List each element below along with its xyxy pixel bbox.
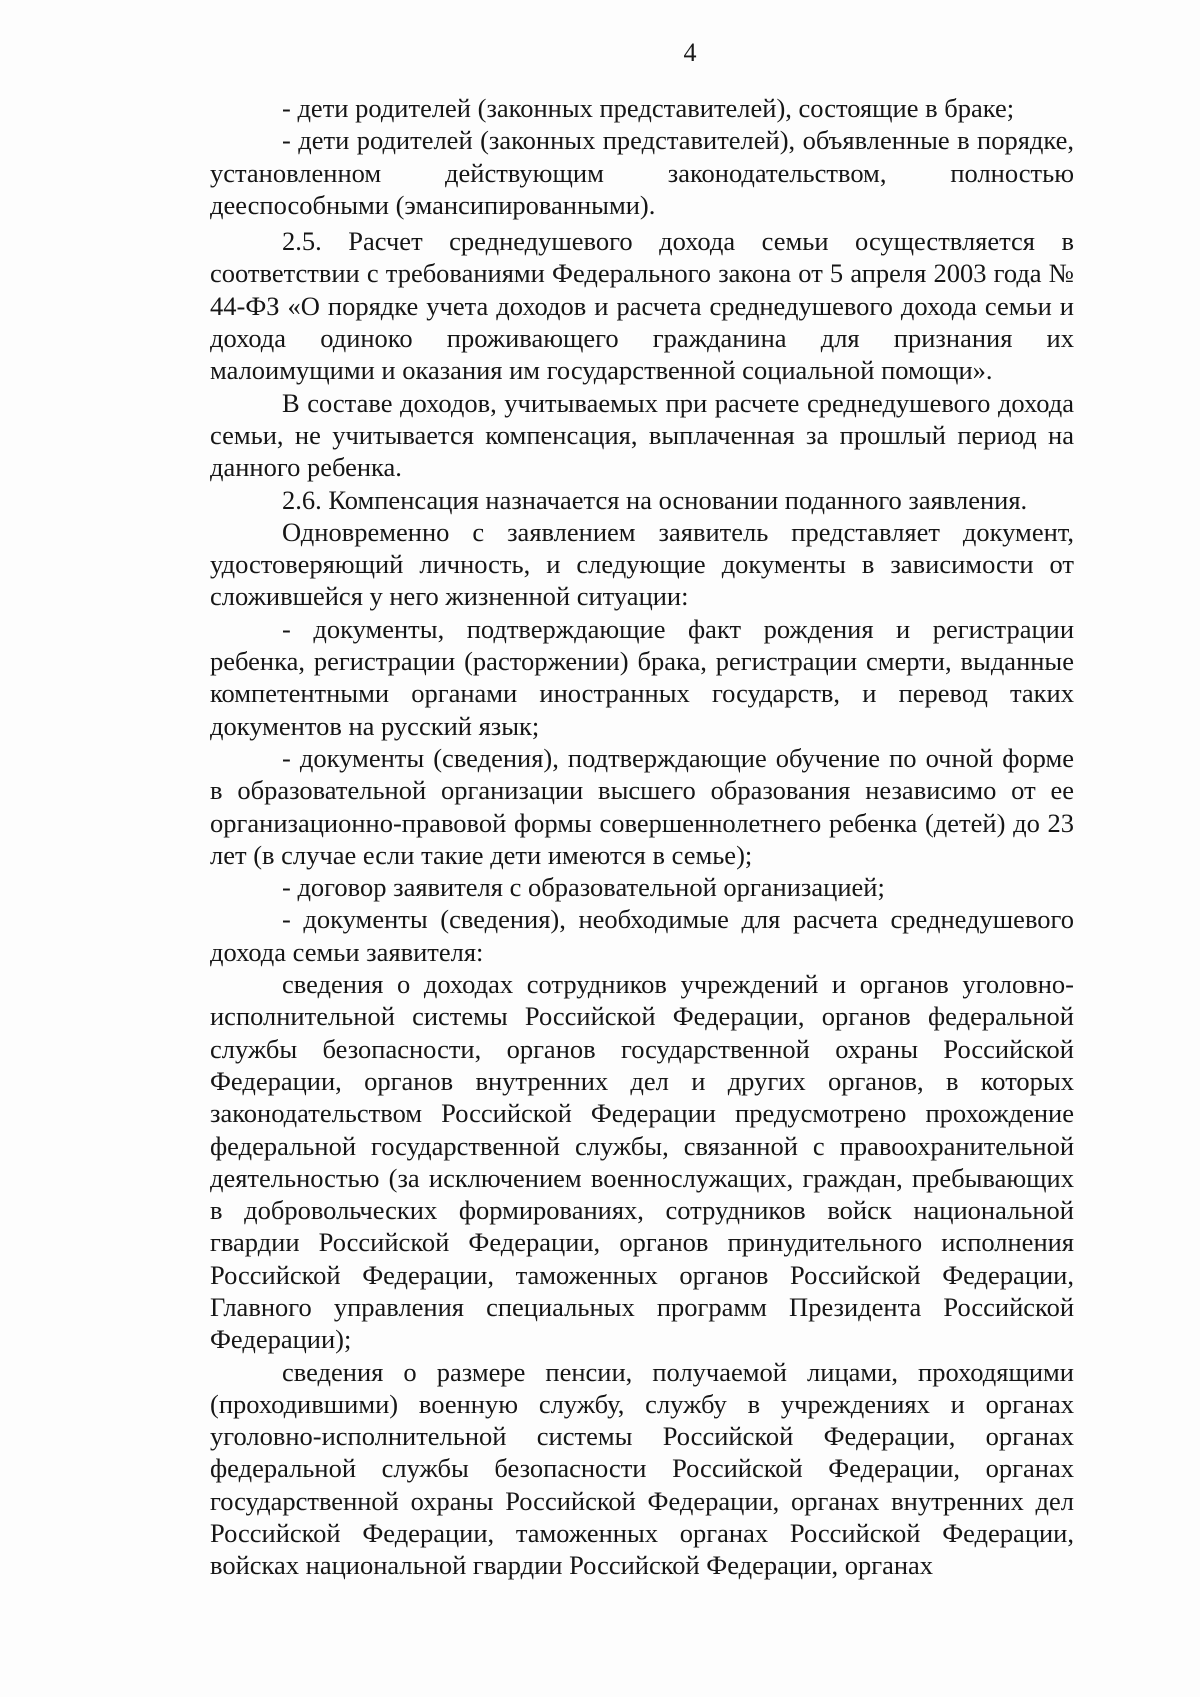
paragraph-list-item-income-documents: - документы (сведения), необходимые для расчета среднедушевого дохода семьи заявителя: (210, 904, 1074, 967)
paragraph-pension-info: сведения о размере пенсии, получаемой лицами, проходящими (проходившими) военную службу, службу в учреждениях и органах уголовно-исполнительной системы Российской Федерации, органах федеральной службы безопасности Российской Федерации, органах государственной охраны Российской Федерации, органах внутренних дел Российской Федерации, таможенных органах Российской Федерации, войсках национальной гвардии Российской Федерации, органах (210, 1356, 1074, 1581)
paragraph-list-item-contract: - договор заявителя с образовательной организацией; (282, 872, 885, 903)
document-body (210, 92, 1074, 1582)
paragraph-list-item-married: - дети родителей (законных представителей), состоящие в браке; (282, 93, 1015, 123)
paragraph-list-item-emancipated: - дети родителей (законных представителей), объявленные в порядке, установленном действующим законодательством, полностью дееспособными (эмансипированными). (210, 125, 1074, 220)
paragraph-documents-intro: Одновременно с заявлением заявитель представляет документ, удостоверяющий личность, и следующие документы в зависимости от сложившейся у него жизненной ситуации: (210, 516, 1074, 612)
paragraph-list-item-foreign-documents: - документы, подтверждающие факт рождения и регистрации ребенка, регистрации (расторжении) брака, регистрации смерти, выданные компетентными органами иностранных государств, и перевод таких документов на русский язык; (210, 613, 1074, 741)
paragraph-section-2-6: 2.6. Компенсация назначается на основании поданного заявления. (282, 484, 1028, 515)
paragraph-income-exclusion: В составе доходов, учитываемых при расчете среднедушевого дохода семьи, не учитывается компенсация, выплаченная за прошлый период на данного ребенка. (210, 387, 1074, 483)
paragraph-section-2-5: 2.5. Расчет среднедушевого дохода семьи осуществляется в соответствии с требованиями Федерального закона от 5 апреля 2003 года № 44-ФЗ «О порядке учета доходов и расчета среднедушевого дохода семьи и дохода одиноко проживающего гражданина для признания их малоимущими и оказания им государственной социальной помощи». (210, 226, 1074, 386)
paragraph-list-item-education-documents: - документы (сведения), подтверждающие обучение по очной форме в образовательной организации высшего образования независимо от ее организационно-правовой формы совершеннолетнего ребенка (детей) до 23 лет (в случае если такие дети имеются в семье); (210, 742, 1074, 870)
paragraph-income-info-employees: сведения о доходах сотрудников учреждений и органов уголовно-исполнительной системы Российской Федерации, органов федеральной службы безопасности, органов государственной охраны Российской Федерации, органов внутренних дел и других органов, в которых законодательством Российской Федерации предусмотрено прохождение федеральной государственной службы, связанной с правоохранительной деятельностью (за исключением военнослужащих, граждан, пребывающих в добровольческих формированиях, сотрудников войск национальной гвардии Российской Федерации, органов принудительного исполнения Российской Федерации, таможенных органов Российской Федерации, Главного управления специальных программ Президента Российской Федерации); (210, 969, 1074, 1355)
page-number: 4 (683, 38, 697, 67)
